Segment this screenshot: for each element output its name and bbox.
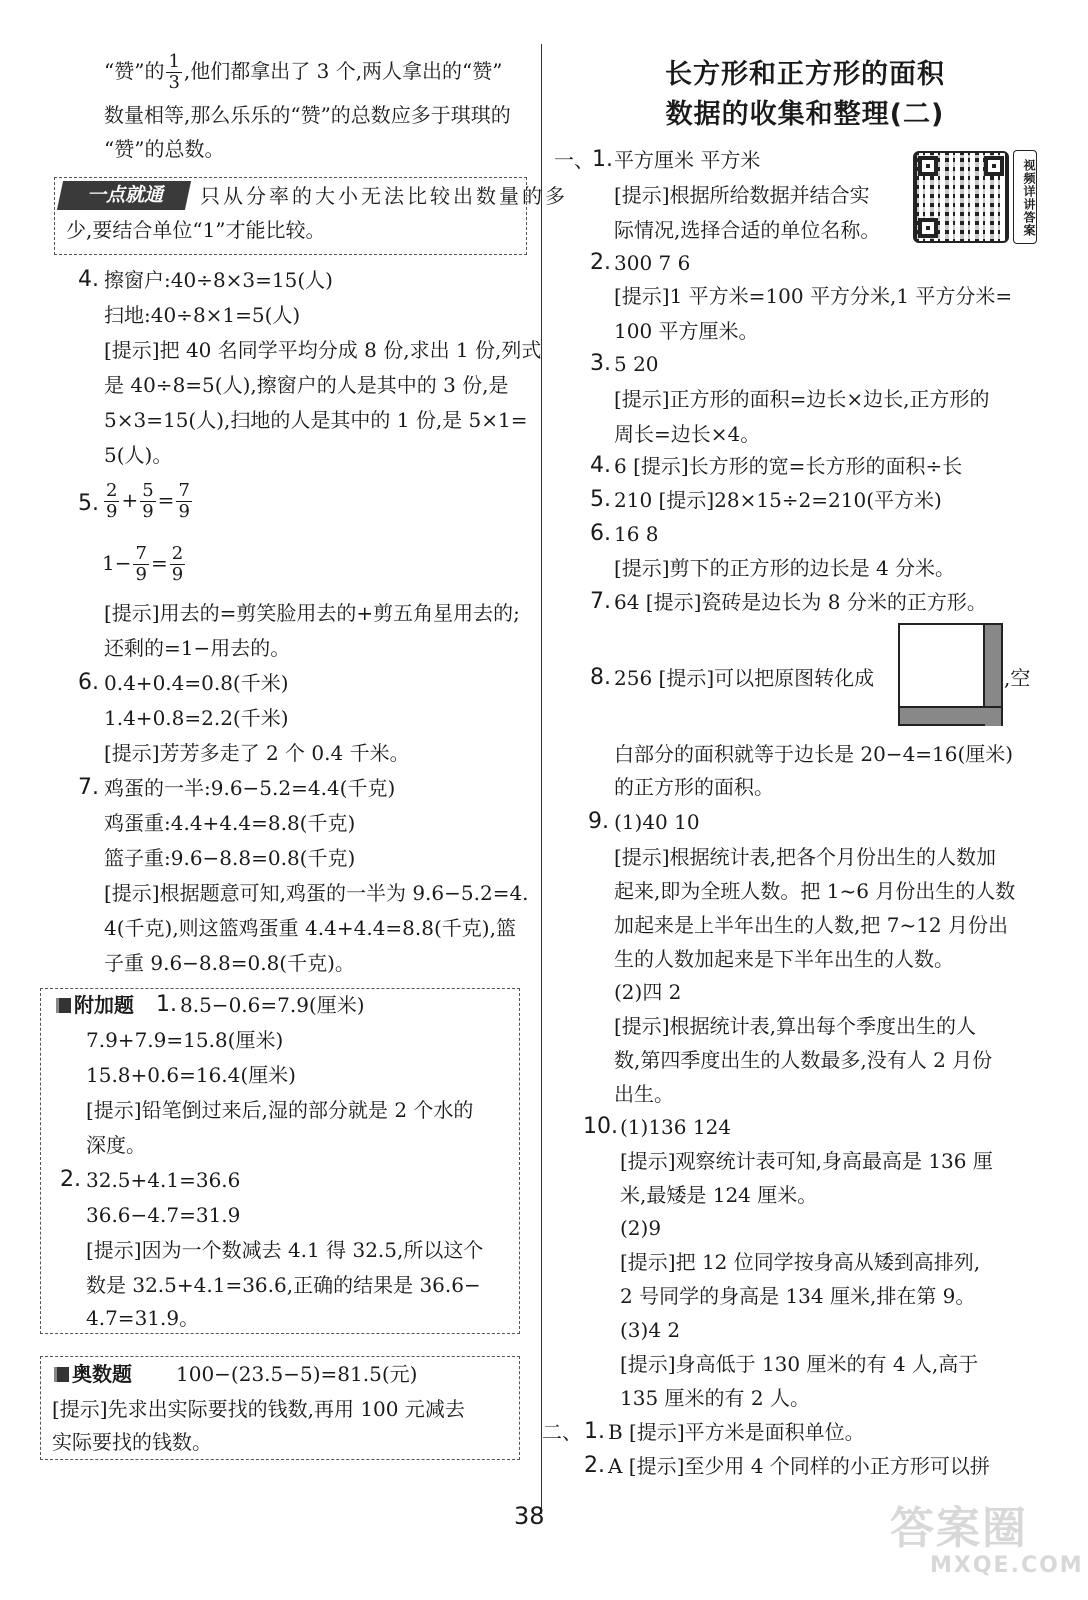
extra-line-2: 7.9+7.9=15.8(厘米) [86, 1028, 284, 1052]
r8-comma: ,空 [1004, 666, 1031, 690]
r10-line-5: [提示]把 12 位同学按身高从矮到高排列, [620, 1250, 981, 1274]
t1-line-1: B [提示]平方米是面积单位。 [608, 1420, 865, 1444]
note-line-2: 少,要结合单位“1”才能比较。 [66, 218, 326, 242]
r10-line-1: (1)136 124 [620, 1115, 732, 1139]
r9-line-4: 加起来是上半年出生的人数,把 7~12 月份出 [614, 913, 1009, 937]
r1-line-1: 平方厘米 平方米 [614, 148, 761, 172]
square-conversion-figure [898, 623, 1003, 726]
r9-line-6: (2)四 2 [614, 980, 682, 1004]
q7-line-1: 鸡蛋的一半:9.6−5.2=4.4(千克) [104, 776, 396, 800]
olympiad-line-3: 实际要找的钱数。 [52, 1430, 212, 1454]
watermark [890, 1503, 1084, 1585]
extra-line-1: 8.5−0.6=7.9(厘米) [180, 993, 365, 1017]
r8-number: 8. [590, 665, 611, 690]
r10-line-9: 135 厘米的有 2 人。 [620, 1386, 810, 1410]
r4-line-1: 6 [提示]长方形的宽=长方形的面积÷长 [614, 454, 963, 478]
r3-line-2: [提示]正方形的面积=边长×边长,正方形的 [614, 387, 990, 411]
q4-line-2: 扫地:40÷8×1=5(人) [104, 303, 301, 327]
q7-line-4: [提示]根据题意可知,鸡蛋的一半为 9.6−5.2=4. [104, 881, 529, 905]
r1-line-3: 际情况,选择合适的单位名称。 [614, 218, 881, 242]
section-one-marker: 一、 [554, 148, 594, 172]
left-line-3: “赞”的总数。 [104, 137, 225, 161]
extra-line-8: [提示]因为一个数减去 4.1 得 32.5,所以这个 [86, 1238, 484, 1262]
figure-bottom-strip [900, 706, 1001, 724]
r9-line-7: [提示]根据统计表,算出每个季度出生的人 [614, 1014, 976, 1038]
r10-line-4: (2)9 [620, 1216, 662, 1240]
r5-line-1: 210 [提示]28×15÷2=210(平方米) [614, 488, 942, 512]
watermark-url: MXQE.COM [930, 1553, 1084, 1578]
q4-line-4: 是 40÷8=5(人),擦窗户的人是其中的 3 份,是 [104, 373, 509, 397]
q5-tip-2: 还剩的=1−用去的。 [104, 636, 291, 660]
r4-number: 4. [590, 453, 611, 478]
extra-line-10: 4.7=31.9。 [86, 1306, 200, 1330]
r6-number: 6. [590, 521, 611, 546]
r3-line-1: 5 20 [614, 352, 659, 376]
qr-finder-tl [918, 156, 938, 176]
watermark-logo: 答案圈 [890, 1503, 1028, 1554]
r9-line-5: 生的人数加起来是下半年出生的人数。 [614, 947, 954, 971]
olympiad-line-2: [提示]先求出实际要找的钱数,再用 100 元减去 [52, 1397, 465, 1421]
r8-line-2: 白部分的面积就等于边长是 20−4=16(厘米) [614, 742, 1014, 766]
r10-line-2: [提示]观察统计表可知,身高最高是 136 厘 [620, 1149, 993, 1173]
r7-line-1: 64 [提示]瓷砖是边长为 8 分米的正方形。 [614, 590, 987, 614]
r9-number: 9. [588, 809, 609, 834]
note-badge: 一点就通 [86, 184, 163, 206]
q6-number: 6. [78, 670, 99, 695]
r10-number: 10. [583, 1114, 618, 1139]
left-line-2: 数量相等,那么乐乐的“赞”的总数应多于琪琪的 [104, 103, 511, 127]
q4-line-3: [提示]把 40 名同学平均分成 8 份,求出 1 份,列式 [104, 338, 542, 362]
section-title-2: 数据的收集和整理(二) [665, 99, 945, 130]
extra-line-4: [提示]铅笔倒过来后,湿的部分就是 2 个水的 [86, 1098, 474, 1122]
t2-line-1: A [提示]至少用 4 个同样的小正方形可以拼 [608, 1454, 990, 1478]
r7-number: 7. [590, 589, 611, 614]
q6-line-2: 1.4+0.8=2.2(千米) [104, 706, 289, 730]
left-line-1: “赞”的 $\frac{1}{3}$ ,他们都拿出了 3 个,两人拿出的“赞” [104, 51, 503, 93]
q4-line-6: 5(人)。 [104, 443, 173, 467]
section-two-marker: 二、 [542, 1420, 582, 1444]
r8-line-3: 的正方形的面积。 [614, 775, 774, 799]
qr-finder-tr [984, 156, 1004, 176]
r8-line-1: 256 [提示]可以把原图转化成 [614, 666, 875, 690]
r3-line-3: 周长=边长×4。 [614, 422, 761, 446]
r1-line-2: [提示]根据所给数据并结合实 [614, 183, 870, 207]
q5-tip-1: [提示]用去的=剪笑脸用去的+剪五角星用去的; [104, 601, 520, 625]
r2-number: 2. [590, 250, 611, 275]
olympiad-line-1: 100−(23.5−5)=81.5(元) [176, 1362, 418, 1386]
q7-number: 7. [78, 775, 99, 800]
r9-line-2: [提示]根据统计表,把各个月份出生的人数加 [614, 845, 996, 869]
q4-line-5: 5×3=15(人),扫地的人是其中的 1 份,是 5×1= [104, 408, 528, 432]
fraction-one-third: $\frac{1}{3}$ [168, 51, 180, 93]
extra-line-6: 32.5+4.1=36.6 [86, 1168, 241, 1192]
q6-line-3: [提示]芳芳多走了 2 个 0.4 千米。 [104, 741, 410, 765]
page-number: 38 [514, 1502, 545, 1530]
r9-line-1: (1)40 10 [614, 810, 700, 834]
qr-finder-bl [918, 218, 938, 238]
q4-line-1: 擦窗户:40÷8×3=15(人) [104, 268, 333, 292]
extra-line-9: 数是 32.5+4.1=36.6,正确的结果是 36.6− [86, 1273, 481, 1297]
r5-number: 5. [590, 487, 611, 512]
extra-line-3: 15.8+0.6=16.4(厘米) [86, 1063, 296, 1087]
q5-equation-1: $\frac{2}{9}$ + $\frac{5}{9}$ = $\frac{7}{9}$ [106, 480, 190, 522]
r10-line-8: [提示]身高低于 130 厘米的有 4 人,高于 [620, 1352, 979, 1376]
r9-line-8: 数,第四季度出生的人数最多,没有人 2 月份 [614, 1048, 993, 1072]
extra-header-icon [56, 998, 71, 1013]
q7-line-3: 篮子重:9.6−8.8=0.8(千克) [104, 846, 356, 870]
r9-line-3: 起来,即为全班人数。把 1~6 月份出生的人数 [614, 879, 1016, 903]
r3-number: 3. [590, 351, 611, 376]
note-line-1: 只从分率的大小无法比较出数量的多 [200, 184, 568, 208]
olympiad-header: 奥数题 [54, 1360, 132, 1388]
q7-line-5: 4(千克),则这篮鸡蛋重 4.4+4.4=8.8(千克),篮 [104, 916, 516, 940]
q5-equation-2: 1− $\frac{7}{9}$ = $\frac{2}{9}$ [102, 543, 184, 585]
section-title-1: 长方形和正方形的面积 [665, 59, 945, 90]
qr-label: 视频详讲答案 [1013, 150, 1037, 244]
olympiad-header-icon [54, 1367, 69, 1382]
extra-q1-number: 1. [156, 992, 177, 1017]
r10-line-7: (3)4 2 [620, 1318, 681, 1342]
t2-number: 2. [584, 1453, 605, 1478]
q6-line-1: 0.4+0.4=0.8(千米) [104, 671, 289, 695]
q5-number: 5. [78, 491, 99, 516]
r10-line-3: 米,最矮是 124 厘米。 [620, 1183, 818, 1207]
column-divider [541, 44, 542, 1514]
t1-number: 1. [584, 1419, 605, 1444]
r1-number: 1. [592, 147, 613, 172]
extra-q2-number: 2. [60, 1167, 81, 1192]
r9-line-9: 出生。 [614, 1082, 674, 1106]
r2-line-3: 100 平方厘米。 [614, 319, 759, 343]
extra-line-7: 36.6−4.7=31.9 [86, 1203, 241, 1227]
r2-line-2: [提示]1 平方米=100 平方分米,1 平方分米= [614, 284, 1013, 308]
q7-line-2: 鸡蛋重:4.4+4.4=8.8(千克) [104, 811, 356, 835]
q4-number: 4. [78, 267, 99, 292]
q7-line-6: 子重 9.6−8.8=0.8(千克)。 [104, 951, 355, 975]
r2-line-1: 300 7 6 [614, 251, 691, 275]
extra-line-5: 深度。 [86, 1133, 146, 1157]
r6-line-1: 16 8 [614, 522, 659, 546]
extra-header: 附加题 [56, 991, 134, 1019]
r6-line-2: [提示]剪下的正方形的边长是 4 分米。 [614, 556, 956, 580]
r10-line-6: 2 号同学的身高是 134 厘米,排在第 9。 [620, 1284, 976, 1308]
